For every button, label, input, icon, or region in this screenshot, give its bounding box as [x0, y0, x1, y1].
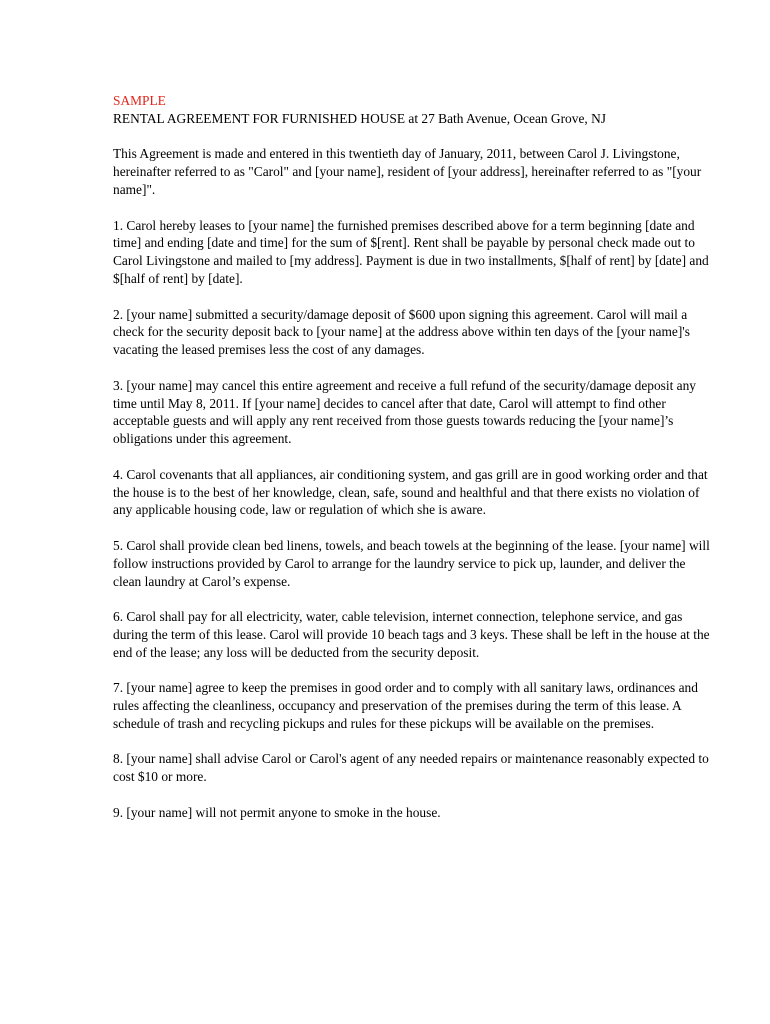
clause-5: 5. Carol shall provide clean bed linens, towels, and beach towels at the beginning of the lease. [your name] will follow instructions provided by Carol to arrange for the laundry service to pick up, launder, and deliver the clean laundry at Carol’s expense. [113, 537, 710, 589]
clause-1: 1. Carol hereby leases to [your name] the furnished premises described above for a term beginning [date and time] and ending [date and time] for the sum of $[rent]. Rent shall be payable by personal check made out to Carol Livingstone and mailed to [my address]. Payment is due in two installments, $[half of rent] by [date] and $[half of rent] by [date]. [113, 217, 709, 286]
document-title: RENTAL AGREEMENT FOR FURNISHED HOUSE at 27 Bath Avenue, Ocean Grove, NJ [113, 110, 606, 126]
document-body [113, 92, 713, 822]
clause-4: 4. Carol covenants that all appliances, air conditioning system, and gas grill are in good working order and that the house is to the best of her knowledge, clean, safe, sound and healthful and that there exists no violation of any applicable housing code, law or regulation of which she is aware. [113, 466, 708, 518]
sample-label: SAMPLE [113, 93, 166, 108]
clause-3: 3. [your name] may cancel this entire agreement and receive a full refund of the security/damage deposit any time until May 8, 2011. If [your name] decides to cancel after that date, Carol will attempt to find other acceptable guests and will apply any rent received from those guests towards reducing the [your name]’s obligations under this agreement. [113, 377, 696, 447]
clause-6: 6. Carol shall pay for all electricity, water, cable television, internet connection, telephone service, and gas during the term of this lease. Carol will provide 10 beach tags and 3 keys. These shall be left in the house at the end of the lease; any loss will be deducted from the security deposit. [113, 609, 710, 660]
clause-9: 9. [your name] will not permit anyone to smoke in the house. [113, 804, 441, 820]
clause-2: 2. [your name] submitted a security/damage deposit of $600 upon signing this agreement. Carol will mail a check for the security deposit back to [your name] at the address above within ten days of the [your name]'s vacating the leased premises less the cost of any damages. [113, 306, 690, 358]
clause-8: 8. [your name] shall advise Carol or Carol's agent of any needed repairs or maintenance reasonably expected to cost $10 or more. [113, 751, 709, 785]
clause-7: 7. [your name] agree to keep the premises in good order and to comply with all sanitary laws, ordinances and rules affecting the cleanliness, occupancy and preservation of the premises during the term of this lease. A schedule of trash and recycling pickups and rules for these pickups will be available on the premises. [113, 680, 698, 731]
intro-paragraph: This Agreement is made and entered in this twentieth day of January, 2011, between Carol J. Livingstone, hereinafter referred to as "Carol" and [your name], resident of [your address], hereinafter referred to as "[your name]". [113, 146, 702, 197]
